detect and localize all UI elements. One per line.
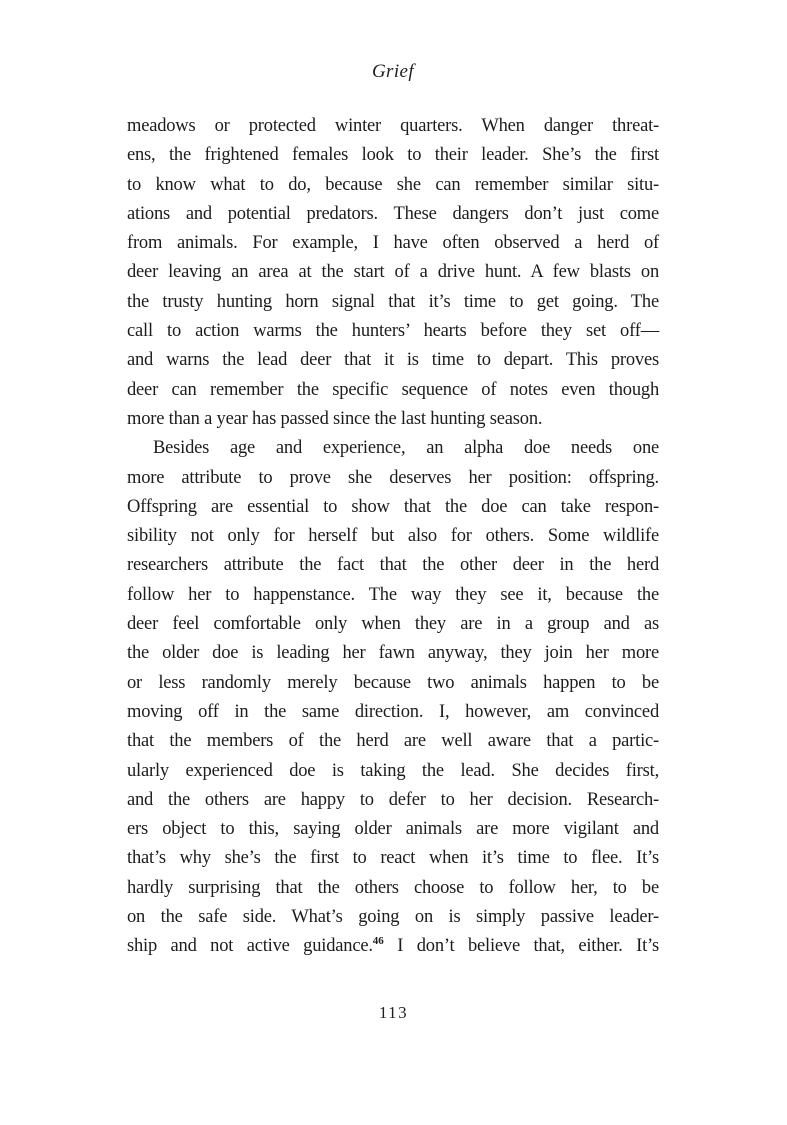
text-line: more attribute to prove she deserves her position: offspring. — [127, 467, 659, 488]
page-number: 113 — [378, 1003, 409, 1022]
text-line: and the others are happy to defer to her decision. Research- — [127, 789, 659, 810]
text-line: ularly experienced doe is taking the lead. She decides first, — [127, 760, 659, 781]
text-line: Besides age and experience, an alpha doe needs one — [153, 438, 659, 459]
text-line: ations and potential predators. These dangers don’t just come — [127, 203, 659, 224]
text-line: moving off in the same direction. I, however, am convinced — [127, 701, 659, 722]
text-line: researchers attribute the fact that the other deer in the herd — [127, 555, 659, 576]
text-line: call to action warms the hunters’ hearts before they set off— — [127, 321, 659, 342]
text-line: that the members of the herd are well aware that a partic- — [127, 731, 659, 752]
text-line: more than a year has passed since the last hunting season. — [127, 408, 543, 429]
text-line: to know what to do, because she can remember similar situ- — [127, 174, 659, 195]
body-text — [127, 112, 659, 962]
text-line: the trusty hunting horn signal that it’s time to get going. The — [127, 291, 659, 312]
text-line: Offspring are essential to show that the doe can take respon- — [127, 496, 659, 517]
text-line: that’s why she’s the first to react when it’s time to flee. It’s — [127, 848, 659, 869]
text-line: on the safe side. What’s going on is simply passive leader- — [127, 907, 659, 928]
text-line: deer can remember the specific sequence of notes even though — [127, 379, 659, 400]
text-line: follow her to happenstance. The way they see it, because the — [127, 584, 659, 605]
footnote-ref: 46 — [372, 935, 384, 948]
running-head: Grief — [371, 61, 415, 82]
text-line: ens, the frightened females look to their leader. She’s the first — [127, 145, 659, 166]
text-line: deer leaving an area at the start of a drive hunt. A few blasts on — [127, 262, 659, 283]
text-line: from animals. For example, I have often observed a herd of — [127, 233, 659, 254]
text-line: ers object to this, saying older animals are more vigilant and — [127, 819, 659, 840]
text-line: the older doe is leading her fawn anyway, they join her more — [127, 643, 659, 664]
text-line: ship and not active guidance.$^{46}$ I don’t believe that, either. It’s — [127, 935, 659, 957]
text-line: and warns the lead deer that it is time to depart. This proves — [127, 350, 659, 371]
text-line: hardly surprising that the others choose to follow her, to be — [127, 877, 659, 898]
text-line: meadows or protected winter quarters. When danger threat- — [127, 116, 659, 136]
text-line: sibility not only for herself but also for others. Some wildlife — [127, 526, 659, 547]
text-line: or less randomly merely because two animals happen to be — [127, 672, 659, 693]
text-line: deer feel comfortable only when they are in a group and as — [127, 614, 659, 635]
